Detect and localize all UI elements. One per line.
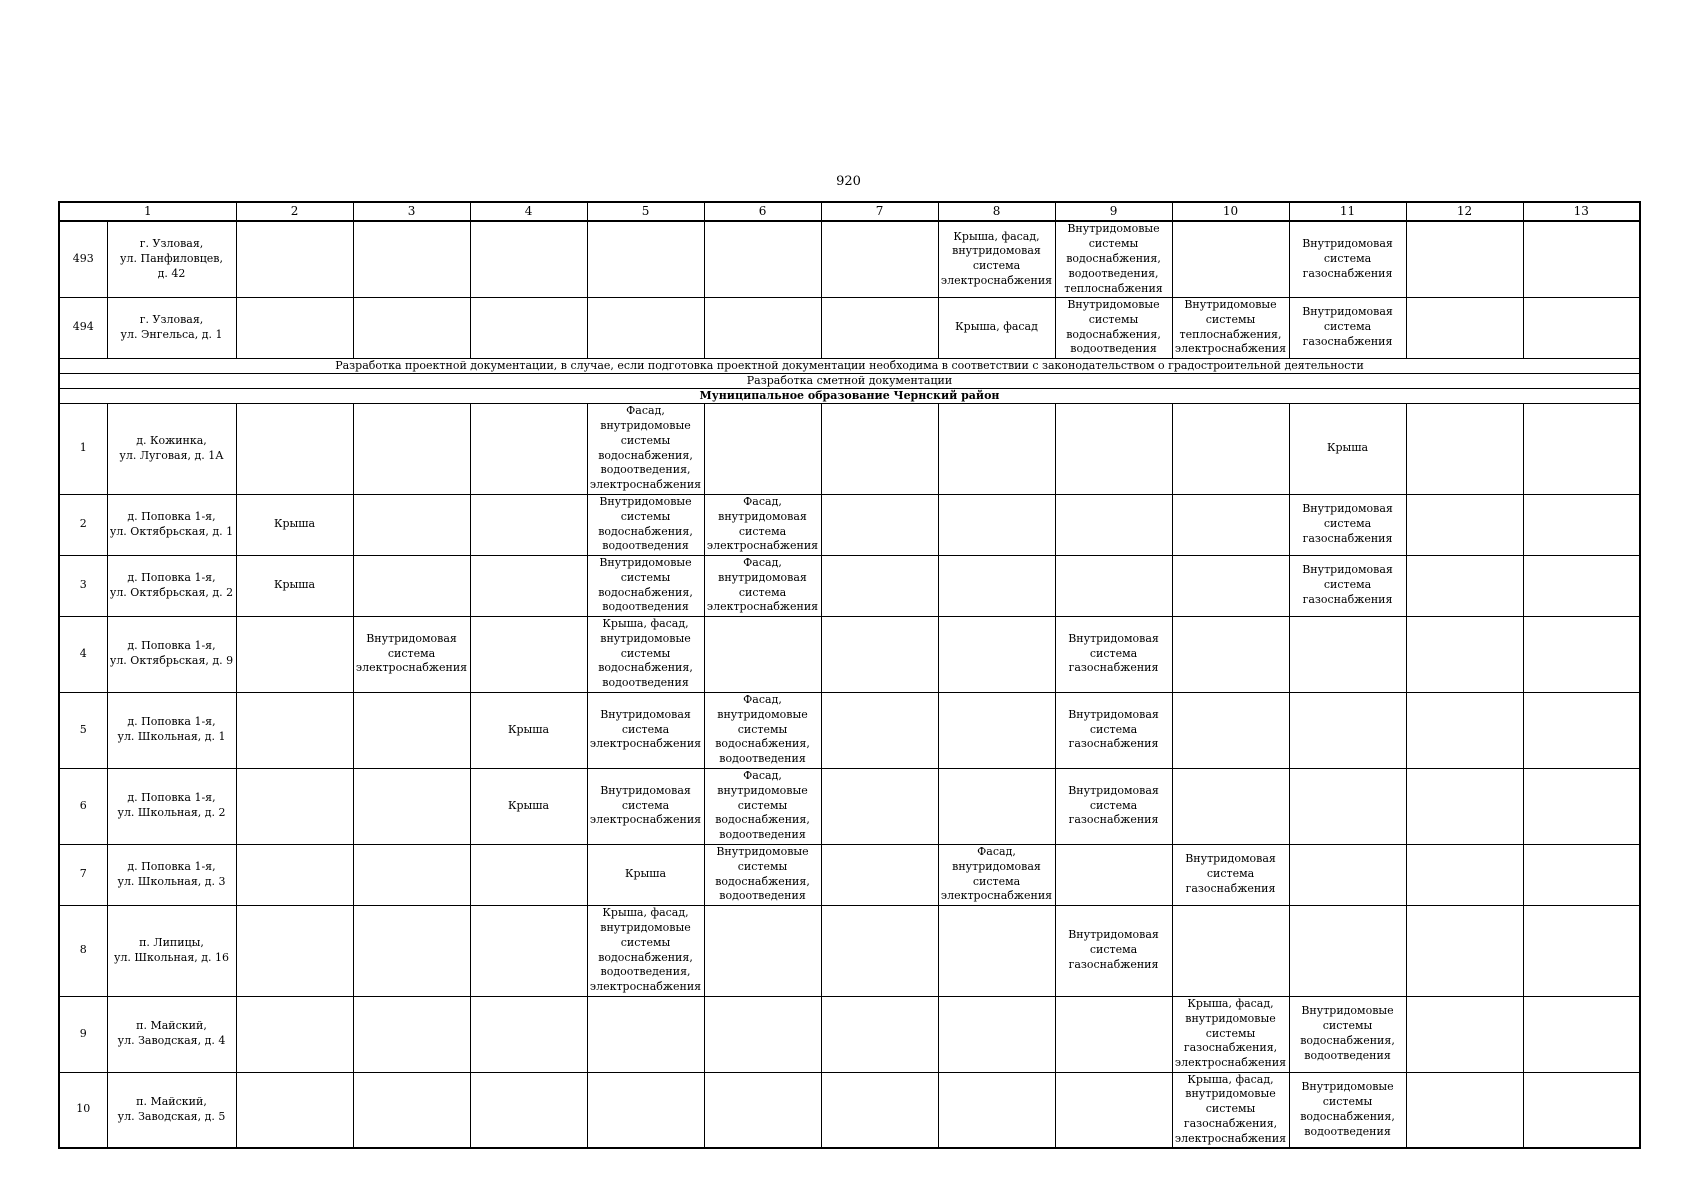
work-cell	[1523, 844, 1640, 905]
address-line: ул. Энгельса, д. 1	[120, 327, 223, 341]
work-cell	[587, 996, 704, 1072]
work-cell	[821, 403, 938, 494]
work-cell	[1406, 616, 1523, 692]
work-cell	[704, 1072, 821, 1148]
work-cell	[704, 905, 821, 996]
work-cell	[470, 996, 587, 1072]
work-cell	[1406, 844, 1523, 905]
work-cell: Внутридомовые системы водоснабжения, водоотведения	[587, 494, 704, 555]
table-row	[59, 494, 1640, 555]
work-cell	[938, 403, 1055, 494]
work-cell: Крыша, фасад, внутридомовые системы водоснабжения, водоотведения, электроснабжения	[587, 905, 704, 996]
address-line: д. Поповка 1-я,	[127, 859, 216, 873]
table-row	[59, 996, 1640, 1072]
table-row	[59, 555, 1640, 616]
work-cell	[821, 692, 938, 768]
work-cell	[1055, 403, 1172, 494]
work-cell	[1523, 616, 1640, 692]
work-cell: Фасад, внутридомовая система электроснабжения	[704, 494, 821, 555]
work-cell	[1289, 844, 1406, 905]
work-cell: Внутридомовая система газоснабжения	[1055, 616, 1172, 692]
work-cell	[1523, 996, 1640, 1072]
address-line: п. Майский,	[136, 1094, 207, 1108]
address-cell	[107, 494, 236, 555]
work-cell	[470, 494, 587, 555]
work-cell	[1055, 494, 1172, 555]
work-cell	[470, 844, 587, 905]
row-number: 493	[59, 221, 107, 297]
work-cell	[1172, 616, 1289, 692]
work-cell	[236, 1072, 353, 1148]
work-cell	[938, 1072, 1055, 1148]
work-cell	[1406, 297, 1523, 358]
address-line: д. 42	[157, 266, 186, 280]
work-cell	[353, 844, 470, 905]
address-line: д. Поповка 1-я,	[127, 570, 216, 584]
work-cell	[470, 616, 587, 692]
repair-schedule-table	[58, 201, 1641, 1149]
work-cell	[470, 221, 587, 297]
address-line: ул. Октябрьская, д. 9	[109, 654, 234, 667]
work-cell	[1523, 768, 1640, 844]
work-cell	[1055, 1072, 1172, 1148]
work-cell	[704, 616, 821, 692]
work-cell	[1289, 768, 1406, 844]
work-cell	[1523, 403, 1640, 494]
address-line: ул. Октябрьская, д. 2	[109, 585, 234, 599]
column-number-cell: 5	[587, 202, 704, 221]
work-cell: Внутридомовая система электроснабжения	[353, 616, 470, 692]
work-cell: Внутридомовые системы водоснабжения, водоотведения	[1055, 297, 1172, 358]
section-title: Муниципальное образование Чернский район	[59, 388, 1640, 403]
work-cell: Внутридомовые системы водоснабжения, водоотведения, теплоснабжения	[1055, 221, 1172, 297]
work-cell	[821, 996, 938, 1072]
work-cell	[1055, 996, 1172, 1072]
column-number-cell: 2	[236, 202, 353, 221]
address-cell	[107, 692, 236, 768]
column-number-cell: 1	[59, 202, 236, 221]
table-row	[59, 1072, 1640, 1148]
work-cell	[470, 403, 587, 494]
work-cell	[821, 1072, 938, 1148]
table-row	[59, 905, 1640, 996]
work-cell	[1289, 692, 1406, 768]
column-number-cell: 9	[1055, 202, 1172, 221]
section-row	[59, 373, 1640, 388]
work-cell: Крыша, фасад, внутридомовые системы газоснабжения, электроснабжения	[1172, 996, 1289, 1072]
work-cell	[1172, 403, 1289, 494]
work-cell	[938, 768, 1055, 844]
work-cell	[1406, 1072, 1523, 1148]
work-cell	[938, 905, 1055, 996]
address-cell	[107, 768, 236, 844]
work-cell	[236, 221, 353, 297]
work-cell	[704, 996, 821, 1072]
work-cell: Крыша	[470, 692, 587, 768]
row-number: 1	[59, 403, 107, 494]
work-cell: Внутридомовая система газоснабжения	[1289, 555, 1406, 616]
work-cell	[938, 555, 1055, 616]
address-cell	[107, 996, 236, 1072]
address-line: ул. Школьная, д. 3	[117, 874, 226, 888]
work-cell	[1289, 905, 1406, 996]
work-cell: Внутридомовая система газоснабжения	[1055, 692, 1172, 768]
page-number: 920	[836, 174, 861, 189]
table-row	[59, 844, 1640, 905]
table-row	[59, 768, 1640, 844]
address-cell	[107, 905, 236, 996]
work-cell	[353, 403, 470, 494]
row-number: 6	[59, 768, 107, 844]
address-cell	[107, 555, 236, 616]
work-cell	[353, 555, 470, 616]
work-cell	[1406, 494, 1523, 555]
work-cell	[1172, 494, 1289, 555]
work-cell	[236, 692, 353, 768]
column-number-cell: 11	[1289, 202, 1406, 221]
work-cell	[1055, 555, 1172, 616]
work-cell	[236, 616, 353, 692]
column-number-cell: 12	[1406, 202, 1523, 221]
work-cell: Внутридомовые системы теплоснабжения, электроснабжения	[1172, 297, 1289, 358]
work-cell	[587, 221, 704, 297]
work-cell: Внутридомовая система электроснабжения	[587, 692, 704, 768]
address-line: д. Кожинка,	[136, 433, 207, 447]
work-cell	[1406, 996, 1523, 1072]
section-title: Разработка сметной документации	[59, 373, 1640, 388]
work-cell	[1523, 297, 1640, 358]
work-cell	[587, 297, 704, 358]
row-number: 7	[59, 844, 107, 905]
table-row	[59, 297, 1640, 358]
address-line: п. Липицы,	[139, 935, 204, 949]
work-cell	[236, 905, 353, 996]
work-cell	[938, 616, 1055, 692]
address-cell	[107, 297, 236, 358]
work-cell	[1406, 555, 1523, 616]
work-cell: Внутридомовая система электроснабжения	[587, 768, 704, 844]
work-cell	[704, 221, 821, 297]
work-cell	[938, 692, 1055, 768]
work-cell	[1172, 905, 1289, 996]
table-row	[59, 692, 1640, 768]
work-cell	[821, 494, 938, 555]
work-cell	[1523, 905, 1640, 996]
work-cell	[821, 555, 938, 616]
work-cell: Внутридомовая система газоснабжения	[1289, 494, 1406, 555]
work-cell	[1406, 905, 1523, 996]
row-number: 2	[59, 494, 107, 555]
work-cell	[1523, 692, 1640, 768]
work-cell	[1055, 844, 1172, 905]
column-number-cell: 10	[1172, 202, 1289, 221]
work-cell	[353, 768, 470, 844]
address-line: ул. Школьная, д. 1	[117, 730, 226, 743]
work-cell	[1523, 555, 1640, 616]
section-row	[59, 388, 1640, 403]
work-cell	[938, 996, 1055, 1072]
work-cell	[1289, 616, 1406, 692]
work-cell: Внутридомовая система газоснабжения	[1055, 768, 1172, 844]
work-cell	[821, 221, 938, 297]
work-cell: Крыша	[236, 555, 353, 616]
work-cell: Крыша, фасад, внутридомовая система электроснабжения	[938, 221, 1055, 297]
work-cell: Крыша, фасад, внутридомовые системы водоснабжения, водоотведения	[587, 616, 704, 692]
work-cell	[938, 494, 1055, 555]
work-cell	[353, 494, 470, 555]
work-cell	[821, 616, 938, 692]
work-cell: Внутридомовая система газоснабжения	[1289, 297, 1406, 358]
work-cell: Внутридомовые системы водоснабжения, водоотведения	[704, 844, 821, 905]
address-line: ул. Панфиловцев,	[120, 251, 223, 265]
work-cell	[821, 297, 938, 358]
address-line: ул. Заводская, д. 5	[117, 1109, 226, 1123]
work-cell	[1523, 221, 1640, 297]
table-row	[59, 403, 1640, 494]
work-cell: Крыша	[236, 494, 353, 555]
row-number: 8	[59, 905, 107, 996]
work-cell	[353, 692, 470, 768]
work-cell	[1406, 403, 1523, 494]
work-cell: Внутридомовые системы водоснабжения, водоотведения	[587, 555, 704, 616]
work-cell	[1172, 555, 1289, 616]
work-cell	[353, 221, 470, 297]
row-number: 494	[59, 297, 107, 358]
work-cell	[821, 768, 938, 844]
address-line: ул. Луговая, д. 1А	[119, 448, 224, 462]
address-line: п. Майский,	[136, 1019, 207, 1033]
work-cell: Фасад, внутридомовая система электроснабжения	[938, 844, 1055, 905]
address-line: г. Узловая,	[139, 236, 204, 250]
work-cell	[704, 403, 821, 494]
address-cell	[107, 616, 236, 692]
work-cell	[1523, 494, 1640, 555]
row-number: 3	[59, 555, 107, 616]
work-cell: Фасад, внутридомовые системы водоснабжения, водоотведения, электроснабжения	[587, 403, 704, 494]
work-cell	[587, 1072, 704, 1148]
work-cell	[470, 905, 587, 996]
work-cell: Фасад, внутридомовые системы водоснабжения, водоотведения	[704, 692, 821, 768]
address-line: ул. Школьная, д. 16	[113, 950, 230, 964]
section-row	[59, 358, 1640, 373]
column-number-cell: 13	[1523, 202, 1640, 221]
work-cell	[353, 297, 470, 358]
work-cell	[353, 905, 470, 996]
work-cell	[470, 1072, 587, 1148]
work-cell: Внутридомовая система газоснабжения	[1172, 844, 1289, 905]
address-line: ул. Школьная, д. 2	[117, 806, 226, 819]
work-cell	[470, 297, 587, 358]
address-cell	[107, 403, 236, 494]
table-row	[59, 221, 1640, 297]
work-cell: Крыша, фасад	[938, 297, 1055, 358]
table-row	[59, 616, 1640, 692]
work-cell	[1172, 221, 1289, 297]
column-number-cell: 6	[704, 202, 821, 221]
row-number: 4	[59, 616, 107, 692]
address-line: г. Узловая,	[139, 312, 204, 326]
work-cell: Внутридомовые системы водоснабжения, водоотведения	[1289, 996, 1406, 1072]
address-line: д. Поповка 1-я,	[127, 715, 216, 729]
work-cell: Внутридомовая система газоснабжения	[1055, 905, 1172, 996]
row-number: 10	[59, 1072, 107, 1148]
work-cell: Крыша	[1289, 403, 1406, 494]
work-cell	[821, 844, 938, 905]
address-line: д. Поповка 1-я,	[127, 509, 216, 523]
address-cell	[107, 1072, 236, 1148]
section-title: Разработка проектной документации, в случае, если подготовка проектной документации необходима в соответствии с законодательством о градостроительной деятельности	[59, 358, 1640, 373]
column-number-cell: 8	[938, 202, 1055, 221]
work-cell	[1406, 221, 1523, 297]
column-number-row	[59, 202, 1640, 221]
work-cell	[1172, 768, 1289, 844]
work-cell	[1406, 692, 1523, 768]
work-cell: Крыша	[587, 844, 704, 905]
work-cell	[821, 905, 938, 996]
work-cell	[353, 1072, 470, 1148]
row-number: 5	[59, 692, 107, 768]
work-cell: Фасад, внутридомовая система электроснабжения	[704, 555, 821, 616]
work-cell	[236, 768, 353, 844]
address-line: ул. Октябрьская, д. 1	[109, 524, 234, 538]
row-number: 9	[59, 996, 107, 1072]
address-line: д. Поповка 1-я,	[127, 791, 216, 805]
work-cell: Крыша	[470, 768, 587, 844]
address-cell	[107, 844, 236, 905]
work-cell	[236, 844, 353, 905]
work-cell	[470, 555, 587, 616]
work-cell	[1523, 1072, 1640, 1148]
work-cell	[704, 297, 821, 358]
address-line: д. Поповка 1-я,	[127, 639, 216, 653]
column-number-cell: 3	[353, 202, 470, 221]
address-line: ул. Заводская, д. 4	[117, 1034, 226, 1047]
work-cell	[353, 996, 470, 1072]
work-cell	[1172, 692, 1289, 768]
work-cell	[236, 996, 353, 1072]
work-cell	[1406, 768, 1523, 844]
work-cell: Внутридомовые системы водоснабжения, водоотведения	[1289, 1072, 1406, 1148]
work-cell	[236, 297, 353, 358]
address-cell	[107, 221, 236, 297]
column-number-cell: 4	[470, 202, 587, 221]
work-cell: Фасад, внутридомовые системы водоснабжения, водоотведения	[704, 768, 821, 844]
work-cell	[236, 403, 353, 494]
column-number-cell: 7	[821, 202, 938, 221]
work-cell: Внутридомовая система газоснабжения	[1289, 221, 1406, 297]
work-cell: Крыша, фасад, внутридомовые системы газоснабжения, электроснабжения	[1172, 1072, 1289, 1148]
